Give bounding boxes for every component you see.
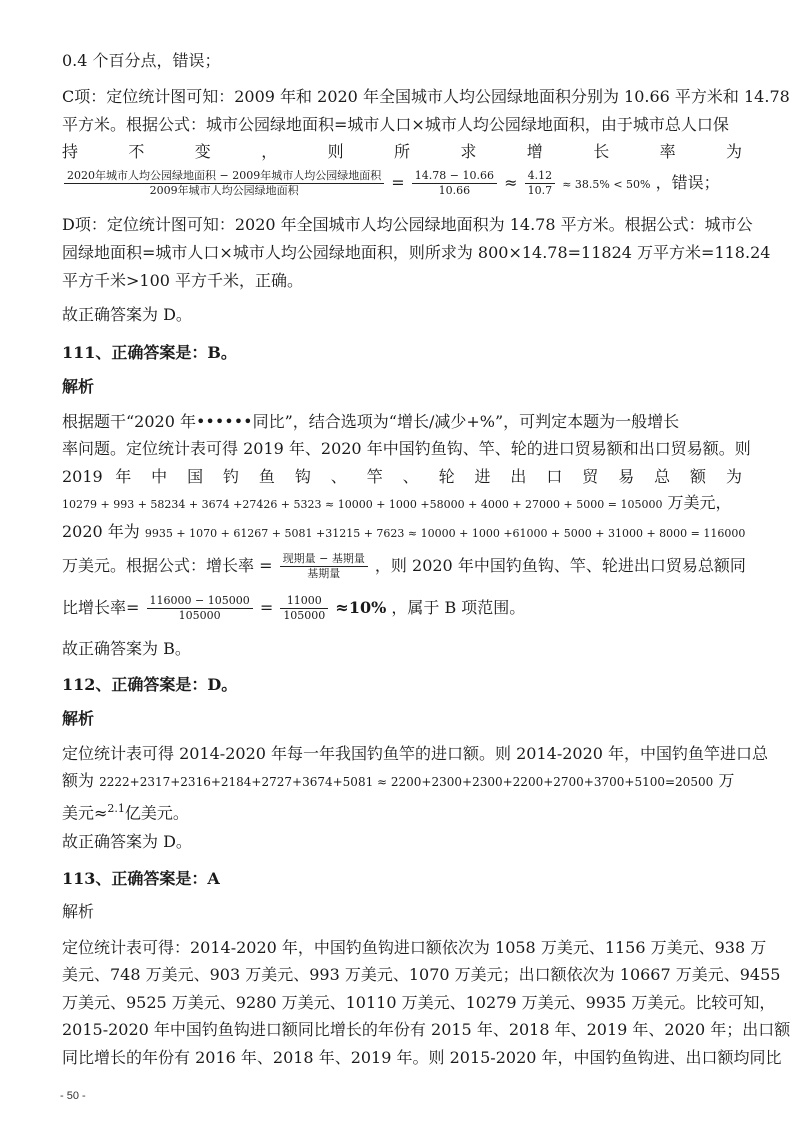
- formula-line: [62, 490, 742, 516]
- fraction-denominator: 基期量: [307, 567, 341, 580]
- formula: 9935 + 1070 + 61267 + 5081 +31215 + 7623 ≈ 10000 + 1000 +61000 + 5000 + 31000 + 8000 = 116000: [144, 527, 746, 540]
- fraction: [64, 169, 384, 198]
- fraction: [412, 169, 497, 198]
- text-fragment: 万: [718, 771, 735, 790]
- text-line: 0.4 个百分点，错误；: [62, 51, 221, 70]
- text-fragment: 比增长率=: [62, 598, 140, 617]
- formula-line: [62, 796, 742, 822]
- question-heading: 111、正确答案是：B。: [62, 343, 237, 362]
- text-fragment: ，属于 B 项范围。: [391, 598, 526, 617]
- fraction-denominator: 10.7: [527, 184, 553, 197]
- answer-line: 故正确答案为 D。: [62, 305, 192, 324]
- text-line: 美元、748 万美元、903 万美元、993 万美元、1070 万美元；出口额依次为 10667 万美元、9455: [62, 965, 781, 984]
- fraction-numerator: 现期量 − 基期量: [280, 552, 368, 567]
- text-line: 平方千米>100 平方千米，正确。: [62, 271, 304, 290]
- answer-line: 故正确答案为 D。: [62, 832, 192, 851]
- analysis-label: 解析: [62, 377, 95, 396]
- question-heading: 112、正确答案是：D。: [62, 675, 238, 694]
- analysis-label: 解析: [62, 709, 95, 728]
- text-line: 园绿地面积=城市人口×城市人均公园绿地面积，则所求为 800×14.78=11824 万平方米=118.24: [62, 243, 771, 262]
- formula: 2222+2317+2316+2184+2727+3674+5081 ≈ 2200+2300+2300+2200+2700+3700+5100=20500: [99, 775, 714, 789]
- text-line: 根据题干“2020 年••••••同比”，结合选项为“增长/减少+%”，可判定本题为一般增长: [62, 412, 680, 431]
- fraction-denominator: 10.66: [438, 184, 471, 197]
- text-line: 持 不 变 ， 则 所 求 增 长 率 为: [62, 142, 742, 161]
- fraction-numerator: 2020年城市人均公园绿地面积 − 2009年城市人均公园绿地面积: [64, 169, 384, 184]
- question-heading: 113、正确答案是：A: [62, 869, 220, 888]
- text-line: 平方米。根据公式：城市公园绿地面积=城市人口×城市人均公园绿地面积，由于城市总人口保: [62, 115, 729, 134]
- formula-line: [62, 519, 746, 545]
- fraction-numerator: 11000: [280, 594, 328, 609]
- operator: =: [259, 556, 273, 575]
- text-fragment: 额为: [62, 771, 95, 790]
- text-line: 2015-2020 年中国钓鱼钩进口额同比增长的年份有 2015 年、2018 年、2019 年、2020 年；出口额: [62, 1020, 791, 1039]
- formula-line: [62, 548, 746, 584]
- operator: ≈: [504, 173, 518, 192]
- fraction-denominator: 105000: [178, 609, 221, 622]
- formula-line: [62, 166, 742, 200]
- superscript-value: 2.1: [107, 802, 125, 815]
- fraction: [525, 169, 556, 198]
- fraction-numerator: 116000 − 105000: [147, 594, 253, 609]
- fraction: [280, 594, 328, 623]
- text-line: 定位统计表可得：2014-2020 年，中国钓鱼钩进口额依次为 1058 万美元、1156 万美元、938 万: [62, 938, 767, 957]
- text-fragment: ，则 2020 年中国钓鱼钩、竿、轮进出口贸易总额同: [374, 556, 746, 575]
- text-fragment: 2020 年为: [62, 522, 140, 541]
- text-fragment: 亿美元。: [124, 803, 189, 823]
- analysis-label: 解析: [62, 902, 95, 921]
- formula: 10279 + 993 + 58234 + 3674 +27426 + 5323 ≈ 10000 + 1000 +58000 + 4000 + 27000 + 5000 = 105000: [62, 498, 663, 511]
- text-line: D项：定位统计图可知：2020 年全国城市人均公园绿地面积为 14.78 平方米。根据公式：城市公: [62, 215, 753, 234]
- fraction: [280, 552, 368, 581]
- fraction-numerator: 14.78 − 10.66: [412, 169, 497, 184]
- formula-line: [62, 768, 742, 794]
- text-fragment: 万美元，: [667, 493, 732, 512]
- formula-line: [62, 590, 742, 626]
- operator: =: [259, 598, 274, 617]
- page-number: - 50 -: [60, 1090, 86, 1102]
- text-line: 率问题。定位统计表可得 2019 年、2020 年中国钓鱼钩、竿、轮的进口贸易额和出口贸易额。则: [62, 439, 751, 458]
- operator: =: [391, 173, 405, 192]
- text-line: 同比增长的年份有 2016 年、2018 年、2019 年。则 2015-2020 年，中国钓鱼钩进、出口额均同比: [62, 1048, 782, 1067]
- fraction: [147, 594, 253, 623]
- text-line: C项：定位统计图可知：2009 年和 2020 年全国城市人均公园绿地面积分别为 10.66 平方米和 14.78: [62, 87, 790, 106]
- text-fragment: 美元≈: [62, 803, 108, 823]
- text-line: 万美元、9525 万美元、9280 万美元、10110 万美元、10279 万美元、9935 万美元。比较可知，: [62, 993, 776, 1012]
- fraction-denominator: 2009年城市人均公园绿地面积: [149, 184, 299, 197]
- fraction-numerator: 4.12: [525, 169, 556, 184]
- formula-result: ≈10%: [335, 598, 387, 617]
- fraction-denominator: 105000: [283, 609, 326, 622]
- text-fragment: ，错误；: [655, 173, 720, 192]
- text-fragment: 万美元。根据公式：增长率: [62, 556, 255, 575]
- text-line: 定位统计表可得 2014-2020 年每一年我国钓鱼竿的进口额。则 2014-2020 年，中国钓鱼竿进口总: [62, 744, 769, 763]
- answer-line: 故正确答案为 B。: [62, 639, 191, 658]
- text-line: 2019 年 中 国 钓 鱼 钩 、 竿 、 轮 进 出 口 贸 易 总 额 为: [62, 467, 742, 486]
- formula-result: ≈ 38.5% < 50%: [562, 178, 651, 191]
